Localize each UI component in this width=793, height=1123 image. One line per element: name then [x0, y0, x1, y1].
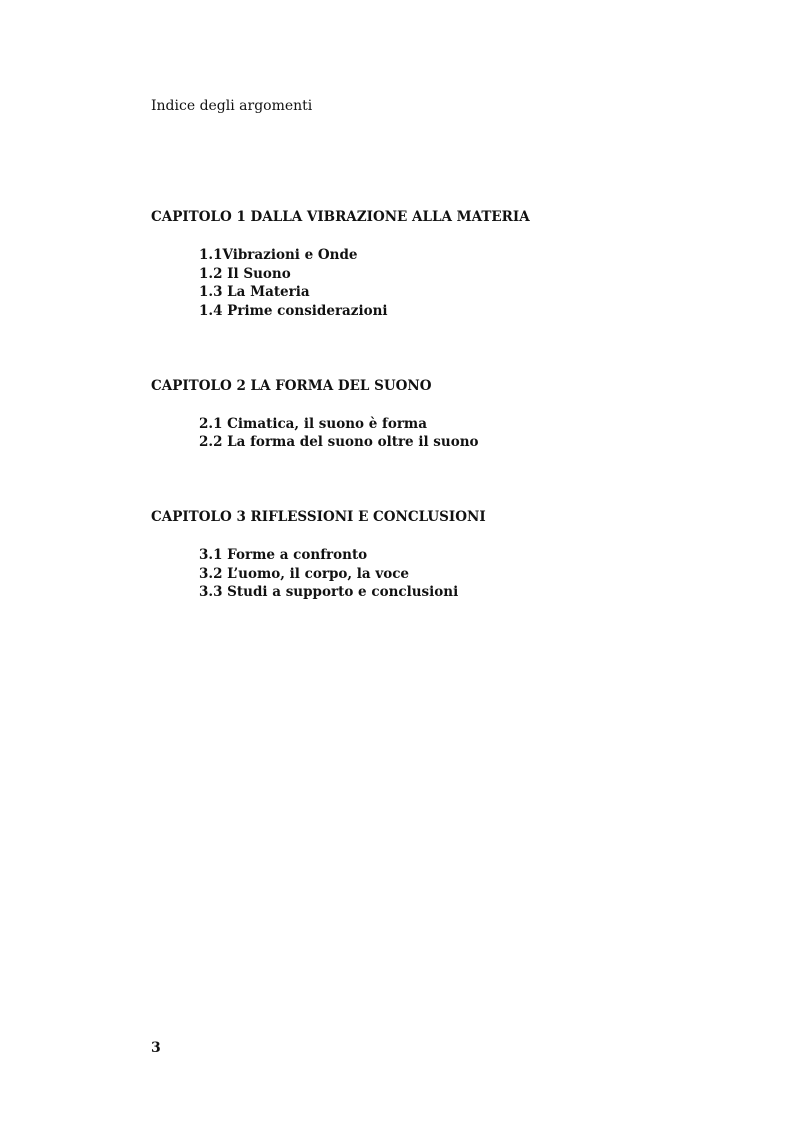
index-title: Indice degli argomenti — [151, 98, 313, 114]
section-1-2: 1.2 Il Suono — [199, 266, 291, 282]
chapter-3-heading: CAPITOLO 3 RIFLESSIONI E CONCLUSIONI — [151, 509, 486, 525]
chapter-2-heading: CAPITOLO 2 LA FORMA DEL SUONO — [151, 378, 432, 394]
page-number: 3 — [151, 1040, 161, 1056]
section-1-4: 1.4 Prime considerazioni — [199, 303, 388, 319]
section-1-3: 1.3 La Materia — [199, 284, 310, 300]
chapter-1-heading: CAPITOLO 1 DALLA VIBRAZIONE ALLA MATERIA — [151, 209, 530, 225]
section-3-3: 3.3 Studi a supporto e conclusioni — [199, 584, 459, 600]
section-3-1: 3.1 Forme a confronto — [199, 547, 368, 563]
section-2-1: 2.1 Cimatica, il suono è forma — [199, 416, 427, 432]
section-3-2: 3.2 L’uomo, il corpo, la voce — [199, 566, 410, 582]
section-2-2: 2.2 La forma del suono oltre il suono — [199, 434, 479, 450]
section-1-1: 1.1Vibrazioni e Onde — [199, 247, 358, 263]
